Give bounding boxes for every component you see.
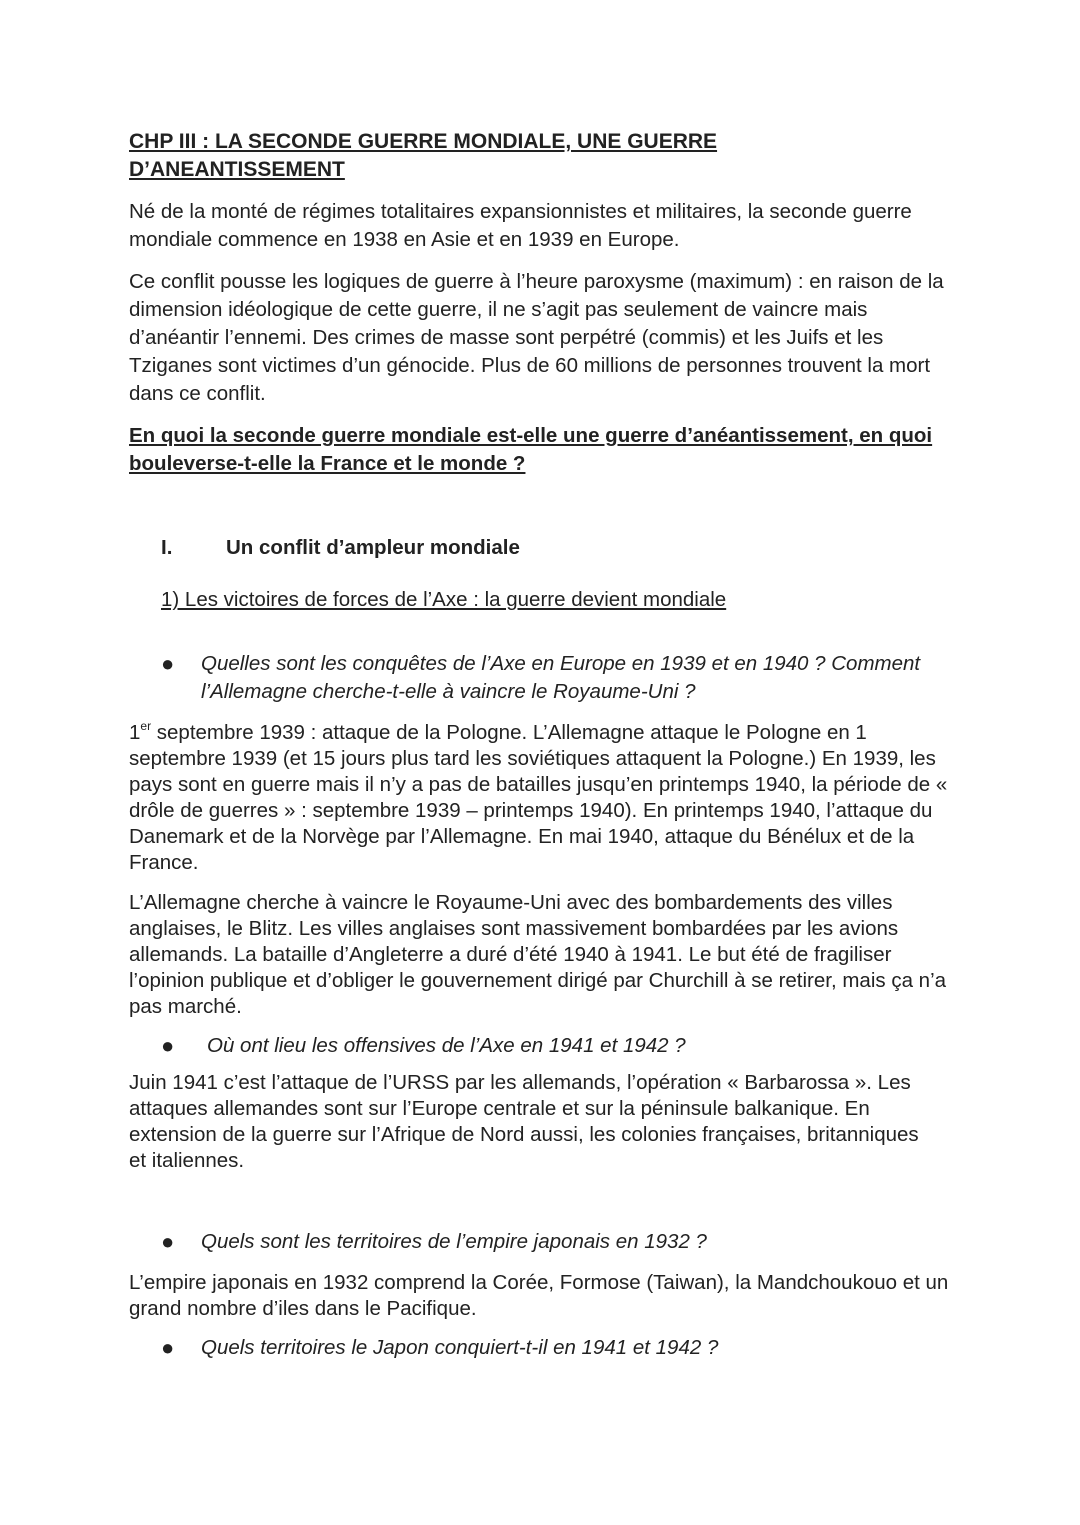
answer-paragraph-2: L’Allemagne cherche à vaincre le Royaume-Uni avec des bombardements des villes anglaises, le Blitz. Les villes anglaises sont massivement bombardées par les avions allemands. La bataille d’Angleterre a duré d’été 1940 à 1941. Le but été de fragiliser l’opinion publique et d’obliger le gouvernement dirigé par Churchill à se retirer, mais ça n’a pas marché. <box>129 891 947 1018</box>
bullet-icon: ● <box>161 1229 175 1254</box>
answer-paragraph-3: Juin 1941 c’est l’attaque de l’URSS par les allemands, l’opération « Barbarossa ». Les attaques allemandes sont sur l’Europe centrale et sur la péninsule balkanique. En extension de la guerre sur l’Afrique de Nord aussi, les colonies françaises, britanniques et italiennes. <box>129 1071 919 1172</box>
bullet-question-3 <box>129 1228 959 1256</box>
intro-paragraph-1: Né de la monté de régimes totalitaires expansionnistes et militaires, la seconde guerre mondiale commence en 1938 en Asie et en 1939 en Europe. <box>129 200 912 251</box>
document-page <box>129 128 959 1362</box>
answer-superscript: er <box>140 719 152 733</box>
chapter-title: CHP III : LA SECONDE GUERRE MONDIALE, UNE GUERRE D’ANEANTISSEMENT <box>129 130 718 181</box>
bullet-icon: ● <box>161 1033 175 1058</box>
question-text: Quelles sont les conquêtes de l’Axe en Europe en 1939 et en 1940 ? Comment l’Allemagne cherche-t-elle à vaincre le Royaume-Uni ? <box>201 652 921 703</box>
answer-paragraph-1 <box>129 720 949 876</box>
bullet-icon: ● <box>161 1335 175 1360</box>
intro-paragraph-2: Ce conflit pousse les logiques de guerre à l’heure paroxysme (maximum) : en raison de la dimension idéologique de cette guerre, il ne s’agit pas seulement de vaincre mais d’anéantir l’ennemi. Des crimes de masse sont perpétré (commis) et les Juifs et les Tziganes sont victimes d’un génocide. Plus de 60 millions de personnes trouvent la mort dans ce conflit. <box>129 270 944 405</box>
bullet-question-4 <box>129 1334 959 1362</box>
section-number: I. <box>161 536 173 559</box>
question-text: Où ont lieu les offensives de l’Axe en 1941 et 1942 ? <box>207 1034 686 1057</box>
bullet-question-2 <box>129 1032 959 1060</box>
section-title: Un conflit d’ampleur mondiale <box>226 536 520 559</box>
answer-day: 1 <box>129 721 141 744</box>
section-heading <box>129 534 959 562</box>
question-text: Quels territoires le Japon conquiert-t-il en 1941 et 1942 ? <box>201 1336 719 1359</box>
answer-paragraph-4: L’empire japonais en 1932 comprend la Corée, Formose (Taiwan), la Mandchoukouo et un grand nombre d’iles dans le Pacifique. <box>129 1271 949 1320</box>
subsection-title: 1) Les victoires de forces de l’Axe : la guerre devient mondiale <box>161 588 727 611</box>
bullet-question-1 <box>129 650 959 706</box>
question-text: Quels sont les territoires de l’empire japonais en 1932 ? <box>201 1230 707 1253</box>
problematic-question: En quoi la seconde guerre mondiale est-elle une guerre d’anéantissement, en quoi bouleverse-t-elle la France et le monde ? <box>129 424 933 475</box>
answer-text: septembre 1939 : attaque de la Pologne. L’Allemagne attaque le Pologne en 1 septembre 1939 (et 15 jours plus tard les soviétiques attaquent la Pologne.) En 1939, les pays sont en guerre mais il n’y a pas de batailles jusqu’en printemps 1940, la période de « drôle de guerres » : septembre 1939 – printemps 1940). En printemps 1940, l’attaque du Danemark et de la Norvège par l’Allemagne. En mai 1940, attaque du Bénélux et de la France. <box>129 721 948 874</box>
bullet-icon: ● <box>161 651 175 676</box>
